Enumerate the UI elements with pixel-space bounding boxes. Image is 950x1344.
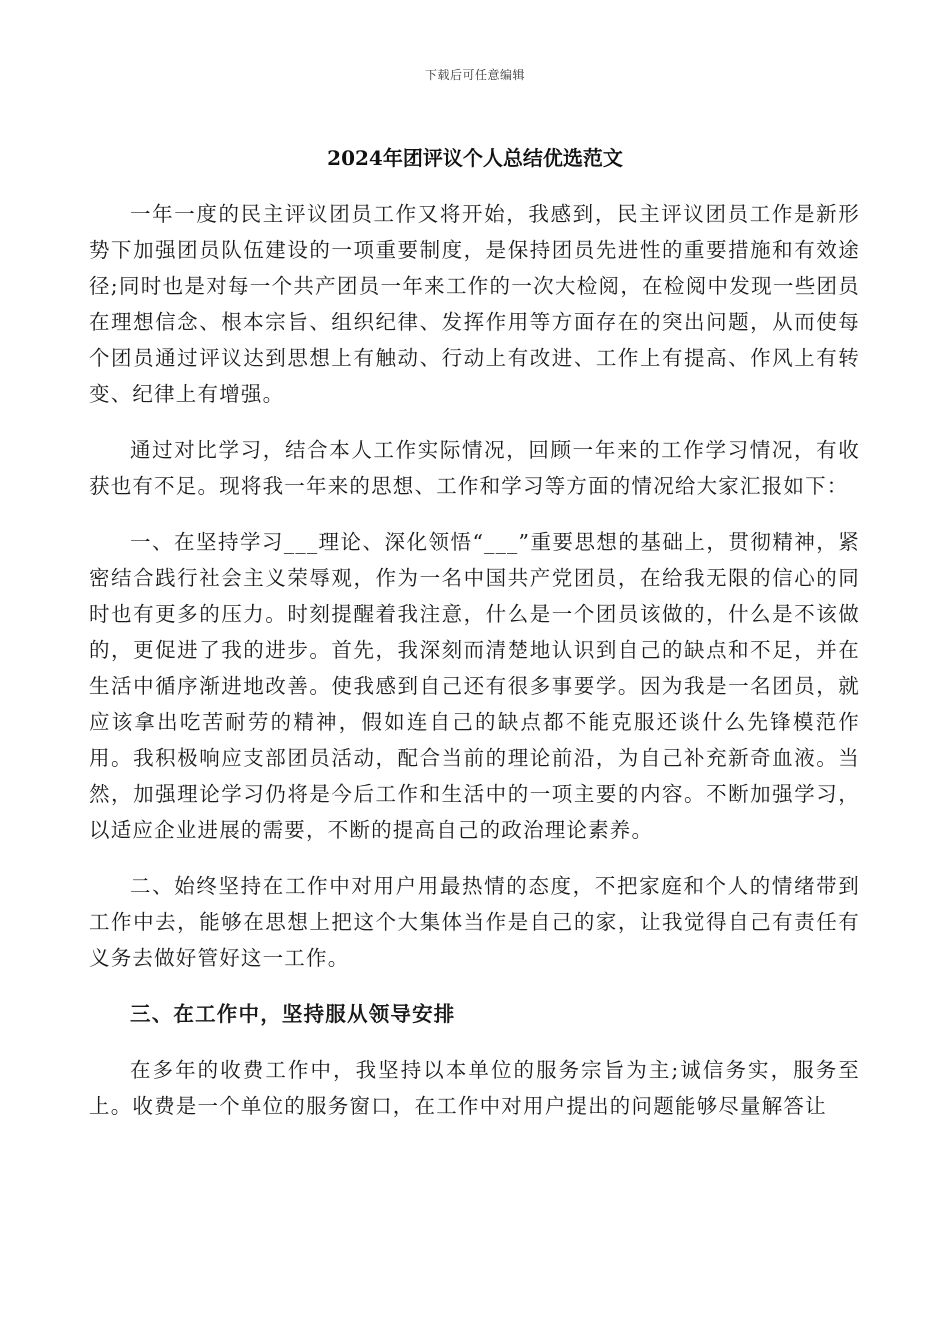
paragraph-point-two: 二、始终坚持在工作中对用户用最热情的态度，不把家庭和个人的情绪带到工作中去，能够在思想上把这个大集体当作是自己的家，让我觉得自己有责任有义务去做好管好这一工作。 xyxy=(89,874,860,970)
paragraph-point-one: 一、在坚持学习___理论、深化领悟“___”重要思想的基础上，贯彻精神，紧密结合践行社会主义荣辱观，作为一名中国共产党团员，在给我无限的信心的同时也有更多的压力。时刻提醒着我注意，什么是一个团员该做的，什么是不该做的，更促进了我的进步。首先，我深刻而清楚地认识到自己的缺点和不足，并在生活中循序渐进地改善。使我感到自己还有很多事要学。因为我是一名团员，就应该拿出吃苦耐劳的精神，假如连自己的缺点都不能克服还谈什么先锋模范作用。我积极响应支部团员活动，配合当前的理论前沿，为自己补充新奇血液。当然，加强理论学习仍将是今后工作和生活中的一项主要的内容。不断加强学习，以适应企业进展的需要，不断的提高自己的政治理论素养。 xyxy=(89,530,860,842)
section-heading-three: 三、在工作中，坚持服从领导安排 xyxy=(130,1002,456,1026)
document-body xyxy=(89,196,860,1144)
paragraph-intro: 一年一度的民主评议团员工作又将开始，我感到，民主评议团员工作是新形势下加强团员队伍建设的一项重要制度，是保持团员先进性的重要措施和有效途径;同时也是对每一个共产团员一年来工作的一次大检阅，在检阅中发现一些团员在理想信念、根本宗旨、组织纪律、发挥作用等方面存在的突出问题，从而使每个团员通过评议达到思想上有触动、行动上有改进、工作上有提高、作风上有转变、纪律上有增强。 xyxy=(89,202,860,406)
paragraph-point-three: 在多年的收费工作中，我坚持以本单位的服务宗旨为主;诚信务实，服务至上。收费是一个单位的服务窗口，在工作中对用户提出的问题能够尽量解答让 xyxy=(89,1058,860,1118)
document-title: 2024年团评议个人总结优选范文 xyxy=(327,146,623,170)
paragraph-summary-intro: 通过对比学习，结合本人工作实际情况，回顾一年来的工作学习情况，有收获也有不足。现将我一年来的思想、工作和学习等方面的情况给大家汇报如下： xyxy=(89,438,860,498)
header-note: 下载后可任意编辑 xyxy=(424,68,525,82)
